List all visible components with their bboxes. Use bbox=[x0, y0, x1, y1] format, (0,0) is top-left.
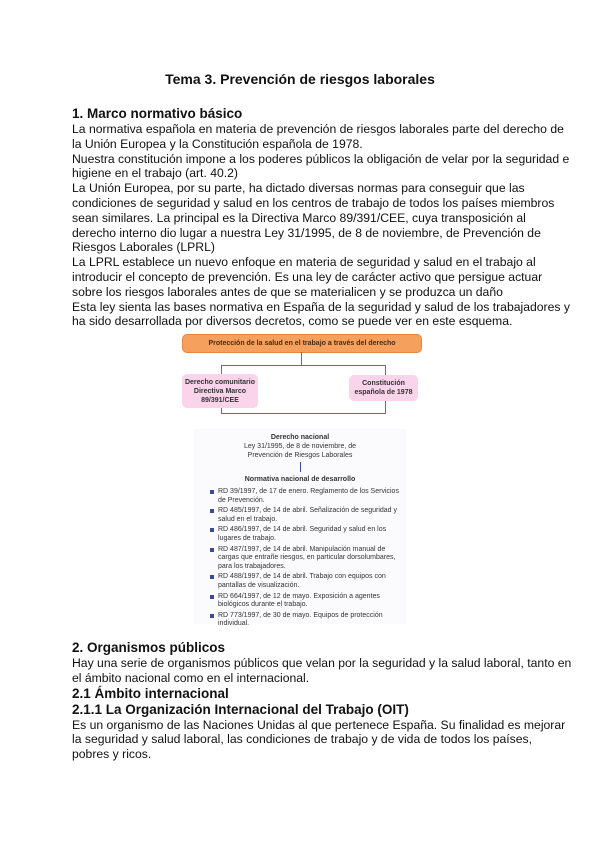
text-line: higiene en el trabajo (art. 40.2) bbox=[72, 166, 238, 181]
text-line: sobre los riesgos laborales antes de que se materialicen y se produzca un daño bbox=[72, 284, 503, 299]
text-line: ha sido desarrollada por diversos decretos, como se puede ver en este esquema. bbox=[72, 314, 513, 329]
eu-law-title: Derecho comunitario bbox=[184, 379, 255, 386]
regulation-item: RD 486/1997, de 14 de abril. Seguridad y salud en los lugares de trabajo. bbox=[208, 526, 406, 543]
section-organismos bbox=[72, 640, 572, 762]
text-line: La Unión Europea, por su parte, ha dictado diversas normas para conseguir que las bbox=[72, 181, 525, 196]
regulation-item: RD 487/1997, de 14 de abril. Manipulación manual de cargas que entrañe riesgos, en particular dorsolumbares, para los trabajadores. bbox=[208, 546, 406, 572]
text-line: Nuestra constitución impone a los poderes públicos la obligación de velar por la seguridad e bbox=[72, 151, 570, 166]
text-line: Esta ley sienta las bases normativa en España de la seguridad y salud de los trabajadores y bbox=[72, 299, 570, 314]
regulation-item: RD 39/1997, de 17 de enero. Reglamento de los Servicios de Prevención. bbox=[208, 488, 406, 505]
eu-law-box bbox=[182, 374, 258, 408]
development-title: Normativa nacional de desarrollo bbox=[244, 476, 356, 483]
document-title: Tema 3. Prevención de riesgos laborales bbox=[165, 71, 435, 87]
section-heading: 2. Organismos públicos bbox=[72, 640, 226, 655]
text-line: Riesgos Laborales (LPRL) bbox=[72, 240, 215, 255]
text-line: la Unión Europea y la Constitución española de 1978. bbox=[72, 136, 363, 151]
subsection-heading: 2.1 Ámbito internacional bbox=[72, 685, 229, 701]
text-line: el ámbito nacional como en el internacional. bbox=[72, 670, 310, 685]
text-line: La normativa española en materia de prevención de riesgos laborales parte del derecho de bbox=[72, 122, 564, 136]
eu-law-directive: Directiva Marco 89/391/CEE bbox=[193, 388, 247, 404]
text-line: la seguridad y salud laboral, las condiciones de trabajo y de vida de todos los países, bbox=[72, 732, 533, 747]
regulation-item: RD 773/1997, de 30 de mayo. Equipos de protección individual. bbox=[208, 612, 406, 629]
national-law-title: Derecho nacional bbox=[270, 434, 330, 441]
text-line: condiciones de seguridad y salud en los centros de trabajo de todos los países miembros bbox=[72, 195, 555, 210]
text-line: La LPRL establece un nuevo enfoque en materia de seguridad y salud en el trabajo al bbox=[72, 255, 536, 270]
constitution-box: Constitución española de 1978 bbox=[349, 375, 418, 401]
text-line: pobres y ricos. bbox=[72, 747, 152, 762]
national-law-box bbox=[194, 429, 406, 628]
text-line: Es un organismo de las Naciones Unidas al que pertenece España. Su finalidad es mejorar bbox=[72, 717, 566, 732]
text-line: sean similares. La principal es la Directiva Marco 89/391/CEE, cuya transposición al bbox=[72, 210, 526, 225]
section-marco-normativo bbox=[72, 106, 570, 329]
text-line: Hay una serie de organismos públicos que velan por la seguridad y la salud laboral, tanto en bbox=[72, 656, 572, 670]
text-line: introducir el concepto de prevención. Es una ley de carácter activo que persigue actuar bbox=[72, 269, 543, 284]
diagram-top-box: Protección de la salud en el trabajo a través del derecho bbox=[182, 334, 422, 353]
text-line: derecho interno dio lugar a nuestra Ley 31/1995, de 8 de noviembre, de Prevención de bbox=[72, 225, 541, 240]
regulation-item: RD 488/1997, de 14 de abril. Trabajo con equipos con pantallas de visualización. bbox=[208, 573, 406, 590]
subsubsection-heading: 2.1.1 La Organización Internacional del Trabajo (OIT) bbox=[72, 701, 409, 717]
regulation-item: RD 485/1997, de 14 de abril. Señalización de seguridad y salud en el trabajo. bbox=[208, 507, 406, 524]
legal-framework-diagram bbox=[176, 332, 424, 627]
national-law-text: Ley 31/1995, de 8 de noviembre, de Prevención de Riesgos Laborales bbox=[243, 443, 357, 459]
section-heading: 1. Marco normativo básico bbox=[72, 106, 243, 121]
regulation-item: RD 664/1997, de 12 de mayo. Exposición a agentes biológicos durante el trabajo. bbox=[208, 593, 406, 610]
